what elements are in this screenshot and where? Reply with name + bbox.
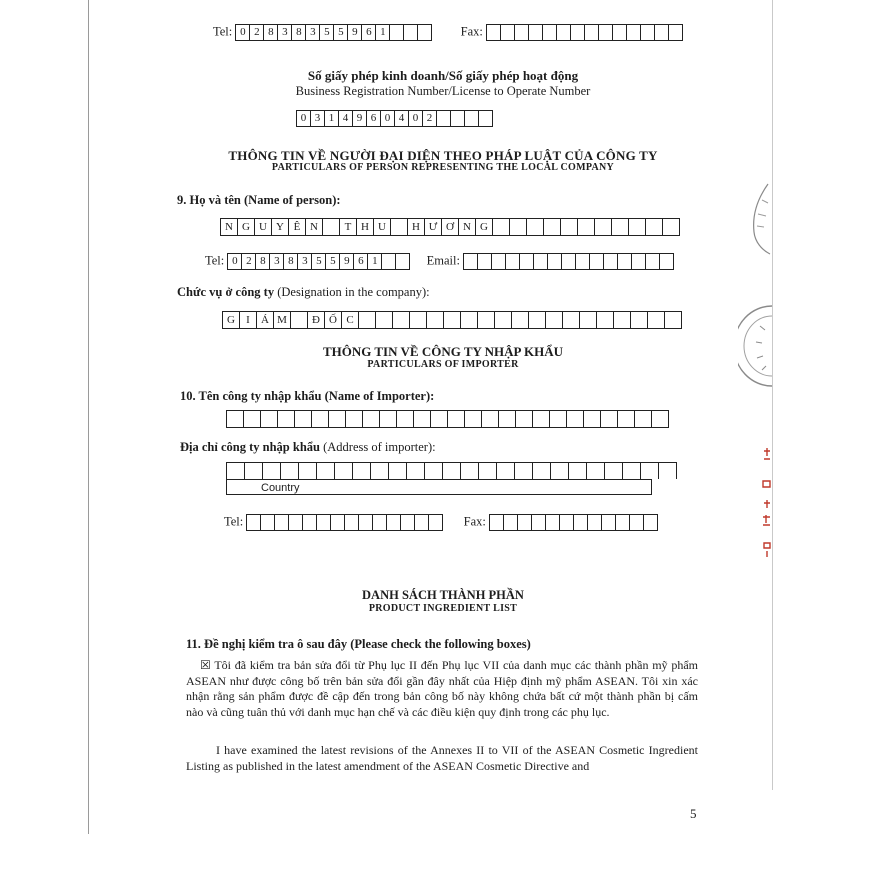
designation-char-box [410, 311, 427, 329]
designation-char-box [427, 311, 444, 329]
address-char-box [335, 462, 353, 479]
designation-char-box [359, 311, 376, 329]
address-label-en: (Address of importer): [323, 440, 436, 454]
paragraph-vi-text: Tôi đã kiểm tra bản sửa đổi từ Phụ lục II đến Phụ lục VII của danh mục các thành phần mỹ phẩm ASEAN như được công bố trên bản sửa đổi gần đây nhất của Hiệp định mỹ phẩm ASEAN. Tôi xin xác nhận rằng sản phẩm được đề cập đến trong bản công bố này không chứa bất cứ một thành phần bị cấm nào và cũng tuân thủ với danh mục hạn chế và các điều kiện quy định trong các phụ lục. [186, 658, 698, 719]
importer-name-boxes [226, 410, 669, 428]
designation-char-box: G [223, 311, 240, 329]
name-char-box: U [255, 218, 272, 236]
name-char-box: Y [272, 218, 289, 236]
fax-digit-box [546, 514, 560, 531]
address-char-box [569, 462, 587, 479]
tel-digit-box: 8 [256, 253, 270, 270]
name-char-box: Ê [289, 218, 306, 236]
tel-digit-box: 5 [312, 253, 326, 270]
designation-char-box: M [274, 311, 291, 329]
address-char-box [407, 462, 425, 479]
fax-digit-box [529, 24, 543, 41]
name-char-box: N [221, 218, 238, 236]
name-char-box [493, 218, 510, 236]
tel-digit-box [247, 514, 261, 531]
importer-name-char-box [516, 410, 533, 428]
representative-email-label: Email: [426, 253, 460, 268]
importer-name-char-box [278, 410, 295, 428]
designation-char-box [291, 311, 308, 329]
importer-fax-label: Fax: [463, 514, 486, 529]
address-char-box [281, 462, 299, 479]
tel-digit-box: 1 [368, 253, 382, 270]
tel-digit-box [275, 514, 289, 531]
designation-char-box [376, 311, 393, 329]
address-char-box [227, 462, 245, 479]
designation-char-box [614, 311, 631, 329]
name-char-box: G [238, 218, 255, 236]
tel-digit-box: 5 [334, 24, 348, 41]
tel-digit-box [261, 514, 275, 531]
designation-char-box: Ố [325, 311, 342, 329]
fax-digit-box [574, 514, 588, 531]
representative-tel-label: Tel: [205, 253, 225, 268]
designation-char-box: Á [257, 311, 274, 329]
name-char-box [391, 218, 408, 236]
reg-digit-box [437, 110, 451, 127]
fax-digit-box [490, 514, 504, 531]
importer-name-char-box [329, 410, 346, 428]
tel-digit-box [345, 514, 359, 531]
tel-digit-box [303, 514, 317, 531]
name-char-box: G [476, 218, 493, 236]
address-char-box [317, 462, 335, 479]
importer-name-char-box [380, 410, 397, 428]
fax-digit-box [585, 24, 599, 41]
tel-digit-box: 2 [242, 253, 256, 270]
importer-name-char-box [431, 410, 448, 428]
designation-char-box [512, 311, 529, 329]
importer-name-char-box [244, 410, 261, 428]
designation-char-box [597, 311, 614, 329]
importer-contact-row [224, 514, 658, 531]
page-left-edge [88, 0, 89, 834]
q9-label [177, 193, 341, 208]
tel-digit-box: 9 [348, 24, 362, 41]
ingredients-paragraph-en: I have examined the latest revisions of the Annexes II to VII of the ASEAN Cosmetic Ingredient Listing as published in the latest amendment of the ASEAN Cosmetic Directive and [186, 743, 698, 773]
importer-heading-en: PARTICULARS OF IMPORTER [367, 359, 519, 370]
importer-name-char-box [584, 410, 601, 428]
name-char-box: Ơ [442, 218, 459, 236]
name-char-box [323, 218, 340, 236]
email-char-box [660, 253, 674, 270]
address-char-box [605, 462, 623, 479]
q9-label-vi: 9. Họ và tên [177, 193, 241, 207]
name-char-box: T [340, 218, 357, 236]
importer-address-field [226, 462, 677, 495]
fax-digit-box [571, 24, 585, 41]
designation-char-box: Đ [308, 311, 325, 329]
designation-label [177, 285, 430, 300]
fax-digit-box [557, 24, 571, 41]
designation-char-box [461, 311, 478, 329]
email-char-box [520, 253, 534, 270]
tel-digit-box: 8 [292, 24, 306, 41]
business-reg-title-vi: Số giấy phép kinh doanh/Số giấy phép hoạt động [307, 68, 579, 83]
fax-digit-box [644, 514, 658, 531]
importer-name-char-box [414, 410, 431, 428]
email-char-box [646, 253, 660, 270]
fax-digit-box [669, 24, 683, 41]
name-char-box [646, 218, 663, 236]
tel-digit-box: 1 [376, 24, 390, 41]
address-boxes [226, 462, 677, 479]
importer-name-char-box [635, 410, 652, 428]
fax-digit-box [641, 24, 655, 41]
importer-name-char-box [312, 410, 329, 428]
business-reg-boxes [296, 110, 493, 127]
address-char-box [461, 462, 479, 479]
address-label [180, 440, 436, 455]
tel-digit-box: 2 [250, 24, 264, 41]
page-right-edge [772, 0, 773, 790]
importer-name-field [226, 410, 669, 428]
name-char-box [629, 218, 646, 236]
tel-digit-box [396, 253, 410, 270]
designation-label-en: (Designation in the company): [277, 285, 430, 299]
email-char-box [604, 253, 618, 270]
page-number: 5 [690, 806, 697, 821]
q9-label-en: (Name of person): [244, 193, 341, 207]
email-char-box [478, 253, 492, 270]
importer-name-char-box [227, 410, 244, 428]
business-reg-number [296, 109, 493, 127]
email-char-box [618, 253, 632, 270]
top-fax-label: Fax: [460, 24, 483, 39]
reg-digit-box: 0 [409, 110, 423, 127]
tel-digit-box: 3 [306, 24, 320, 41]
fax-digit-box [613, 24, 627, 41]
fax-digit-box [655, 24, 669, 41]
address-char-box [497, 462, 515, 479]
representative-email-boxes [463, 253, 674, 270]
address-char-box [353, 462, 371, 479]
importer-name-char-box [567, 410, 584, 428]
designation-char-box [648, 311, 665, 329]
tel-digit-box [390, 24, 404, 41]
address-char-box [551, 462, 569, 479]
name-char-box [544, 218, 561, 236]
reg-digit-box: 3 [311, 110, 325, 127]
importer-name-char-box [618, 410, 635, 428]
tel-digit-box: 9 [340, 253, 354, 270]
fax-digit-box [487, 24, 501, 41]
name-char-box [561, 218, 578, 236]
tel-digit-box [415, 514, 429, 531]
importer-name-char-box [346, 410, 363, 428]
importer-name-char-box [465, 410, 482, 428]
designation-char-box [563, 311, 580, 329]
email-char-box [562, 253, 576, 270]
tel-digit-box [373, 514, 387, 531]
top-tel-boxes [235, 24, 432, 41]
address-char-box [389, 462, 407, 479]
address-char-box [659, 462, 677, 479]
fax-digit-box [504, 514, 518, 531]
name-char-box: U [374, 218, 391, 236]
tel-digit-box [404, 24, 418, 41]
top-fax-boxes [486, 24, 683, 41]
name-char-box: N [306, 218, 323, 236]
reg-digit-box [479, 110, 493, 127]
importer-name-char-box [533, 410, 550, 428]
fax-digit-box [515, 24, 529, 41]
email-char-box [534, 253, 548, 270]
signature-mark [744, 180, 774, 260]
top-contact-row [213, 24, 683, 41]
designation-boxes [222, 311, 682, 329]
importer-name-char-box [448, 410, 465, 428]
reg-digit-box: 0 [297, 110, 311, 127]
fax-digit-box [599, 24, 613, 41]
address-char-box [299, 462, 317, 479]
representative-name-field [220, 218, 680, 236]
fax-digit-box [630, 514, 644, 531]
tel-digit-box [289, 514, 303, 531]
fax-digit-box [501, 24, 515, 41]
address-char-box [245, 462, 263, 479]
importer-tel-boxes [246, 514, 443, 531]
address-char-box [587, 462, 605, 479]
fax-digit-box [602, 514, 616, 531]
name-char-box [663, 218, 680, 236]
top-tel-label: Tel: [213, 24, 233, 39]
fax-digit-box [616, 514, 630, 531]
designation-char-box [631, 311, 648, 329]
name-char-box [510, 218, 527, 236]
business-reg-title-en: Business Registration Number/License to Operate Number [295, 84, 591, 98]
address-char-box [443, 462, 461, 479]
tel-digit-box: 3 [298, 253, 312, 270]
q10-label-vi: 10. Tên công ty nhập khẩu [180, 389, 322, 403]
fax-digit-box [588, 514, 602, 531]
address-label-vi: Địa chỉ công ty nhập khẩu [180, 440, 320, 454]
importer-name-char-box [295, 410, 312, 428]
importer-name-char-box [652, 410, 669, 428]
fax-digit-box [560, 514, 574, 531]
red-stamp-fragment [760, 445, 774, 575]
email-char-box [492, 253, 506, 270]
name-char-box: H [408, 218, 425, 236]
address-char-box [641, 462, 659, 479]
tel-digit-box: 5 [320, 24, 334, 41]
country-label: Country [261, 482, 300, 494]
fax-digit-box [543, 24, 557, 41]
designation-char-box: I [240, 311, 257, 329]
address-char-box [371, 462, 389, 479]
designation-char-box [393, 311, 410, 329]
name-char-box [527, 218, 544, 236]
ingredients-heading-vi: DANH SÁCH THÀNH PHẦN [362, 588, 524, 602]
reg-digit-box: 4 [339, 110, 353, 127]
reg-digit-box: 2 [423, 110, 437, 127]
designation-char-box [665, 311, 682, 329]
name-char-box: N [459, 218, 476, 236]
name-char-box: Ư [425, 218, 442, 236]
reg-digit-box: 6 [367, 110, 381, 127]
designation-char-box [444, 311, 461, 329]
tel-digit-box [429, 514, 443, 531]
email-char-box [464, 253, 478, 270]
ingredients-heading-en: PRODUCT INGREDIENT LIST [368, 603, 518, 614]
tel-digit-box: 5 [326, 253, 340, 270]
representative-contact-row [205, 253, 674, 270]
importer-name-char-box [601, 410, 618, 428]
representative-tel-boxes [227, 253, 410, 270]
q10-label [180, 389, 434, 404]
reg-digit-box: 1 [325, 110, 339, 127]
seal-fragment-icon [738, 302, 774, 392]
designation-field [222, 311, 682, 329]
address-char-box [623, 462, 641, 479]
email-char-box [590, 253, 604, 270]
tel-digit-box [359, 514, 373, 531]
q11-label: 11. Đề nghị kiểm tra ô sau đây (Please check the following boxes) [186, 637, 531, 651]
designation-char-box [495, 311, 512, 329]
email-char-box [576, 253, 590, 270]
designation-char-box [546, 311, 563, 329]
address-char-box [425, 462, 443, 479]
tel-digit-box: 0 [236, 24, 250, 41]
checked-box-icon: ☒ [200, 658, 211, 672]
name-char-box [612, 218, 629, 236]
designation-char-box [529, 311, 546, 329]
importer-name-char-box [261, 410, 278, 428]
importer-name-char-box [363, 410, 380, 428]
importer-fax-boxes [489, 514, 658, 531]
tel-digit-box: 3 [270, 253, 284, 270]
tel-digit-box [418, 24, 432, 41]
name-char-box [578, 218, 595, 236]
importer-name-char-box [482, 410, 499, 428]
tel-digit-box: 6 [362, 24, 376, 41]
reg-digit-box [465, 110, 479, 127]
country-field [226, 479, 652, 495]
reg-digit-box: 4 [395, 110, 409, 127]
tel-digit-box: 6 [354, 253, 368, 270]
address-char-box [263, 462, 281, 479]
designation-char-box: C [342, 311, 359, 329]
tel-digit-box [401, 514, 415, 531]
address-char-box [479, 462, 497, 479]
representative-heading-vi: THÔNG TIN VỀ NGƯỜI ĐẠI DIỆN THEO PHÁP LUẬT CỦA CÔNG TY [228, 148, 658, 163]
importer-name-char-box [397, 410, 414, 428]
fax-digit-box [518, 514, 532, 531]
tel-digit-box: 3 [278, 24, 292, 41]
name-char-box: H [357, 218, 374, 236]
email-char-box [506, 253, 520, 270]
designation-char-box [478, 311, 495, 329]
reg-digit-box: 9 [353, 110, 367, 127]
designation-char-box [580, 311, 597, 329]
email-char-box [632, 253, 646, 270]
representative-heading-en: PARTICULARS OF PERSON REPRESENTING THE LOCAL COMPANY [271, 162, 615, 173]
importer-tel-label: Tel: [224, 514, 244, 529]
designation-label-vi: Chức vụ ở công ty [177, 285, 275, 299]
reg-digit-box: 0 [381, 110, 395, 127]
tel-digit-box [331, 514, 345, 531]
tel-digit-box [382, 253, 396, 270]
q10-label-en: (Name of Importer): [324, 389, 435, 403]
ingredients-paragraph-vi [186, 658, 698, 720]
reg-digit-box [451, 110, 465, 127]
address-char-box [533, 462, 551, 479]
importer-name-char-box [550, 410, 567, 428]
name-char-box [595, 218, 612, 236]
fax-digit-box [532, 514, 546, 531]
importer-heading-vi: THÔNG TIN VỀ CÔNG TY NHẬP KHẨU [322, 344, 564, 359]
tel-digit-box: 0 [228, 253, 242, 270]
email-char-box [548, 253, 562, 270]
tel-digit-box: 8 [264, 24, 278, 41]
tel-digit-box [317, 514, 331, 531]
tel-digit-box: 8 [284, 253, 298, 270]
tel-digit-box [387, 514, 401, 531]
importer-name-char-box [499, 410, 516, 428]
address-char-box [515, 462, 533, 479]
representative-name-boxes [220, 218, 680, 236]
fax-digit-box [627, 24, 641, 41]
